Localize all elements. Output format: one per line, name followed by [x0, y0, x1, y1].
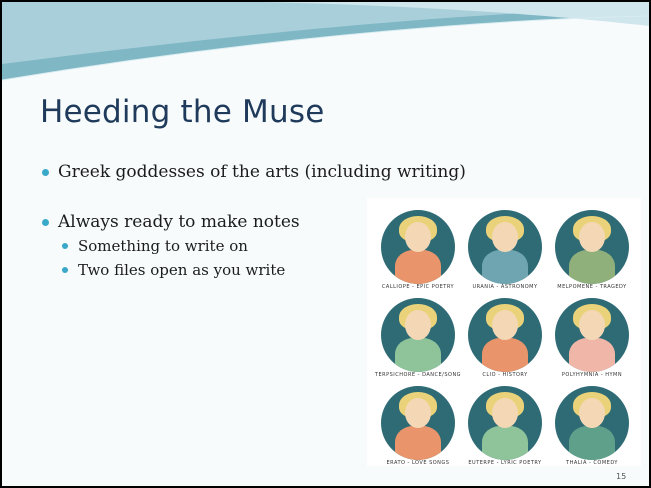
muse-face — [405, 398, 431, 428]
muse-dress — [482, 250, 528, 284]
muse-portrait — [555, 298, 629, 372]
muse-dress — [395, 338, 441, 372]
slide — [2, 2, 649, 486]
muse-dress — [569, 250, 615, 284]
muse-caption: THALIA - COMEDY — [566, 460, 618, 466]
muse-caption: URANIA - ASTRONOMY — [472, 284, 538, 290]
bullet-item: Greek goddesses of the arts (including writing) — [42, 160, 642, 184]
bullet-item: Always ready to make notes — [42, 210, 642, 234]
muse-caption: TERPSICHORE - DANCE/SONG — [374, 372, 462, 378]
slide-title: Heeding the Muse — [40, 94, 325, 130]
muse-dress — [395, 426, 441, 460]
muse-caption: ERATO - LOVE SONGS — [386, 460, 450, 466]
muse-caption: EUTERPE - LYRIC POETRY — [468, 460, 542, 466]
muse-portrait — [555, 386, 629, 460]
muse-portrait — [468, 298, 542, 372]
muse-face — [579, 222, 605, 252]
muse-face — [492, 310, 518, 340]
muse-portrait — [381, 386, 455, 460]
muse-caption: MELPOMENE - TRAGEDY — [557, 284, 627, 290]
muse-portrait — [468, 210, 542, 284]
muse-portrait — [381, 210, 455, 284]
muse-caption: POLYHYMNIA - HYMN — [561, 372, 623, 378]
muse-dress — [482, 338, 528, 372]
muse-caption: CLIO - HISTORY — [482, 372, 528, 378]
header-swoosh — [2, 2, 649, 92]
page-number: 15 — [616, 472, 627, 481]
muse-dress — [482, 426, 528, 460]
muse-dress — [569, 426, 615, 460]
muse-portrait — [468, 386, 542, 460]
muse-face — [579, 398, 605, 428]
muse-dress — [569, 338, 615, 372]
muse-face — [492, 398, 518, 428]
muse-caption: CALLIOPE - EPIC POETRY — [381, 284, 455, 290]
muse-face — [405, 222, 431, 252]
muses-illustration — [367, 198, 641, 466]
muse-portrait — [381, 298, 455, 372]
muse-face — [492, 222, 518, 252]
muse-face — [405, 310, 431, 340]
muse-dress — [395, 250, 441, 284]
sub-bullet-item: Two files open as you write — [62, 258, 642, 282]
muse-portrait — [555, 210, 629, 284]
sub-bullet-item: Something to write on — [62, 234, 642, 258]
muse-face — [579, 310, 605, 340]
